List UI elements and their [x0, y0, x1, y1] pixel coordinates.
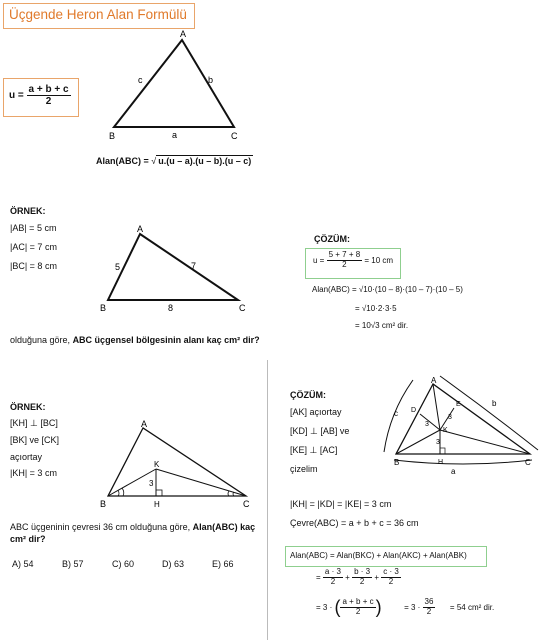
- solution1-line1: Alan(ABC) = √10·(10 – 8)·(10 – 7)·(10 – 5): [312, 285, 463, 294]
- brace-b: [440, 376, 538, 450]
- vertex-a-label: A: [180, 29, 187, 39]
- solution1-u: u = $\frac{5 + 7 + 8}{2}$ = 10 cm: [313, 250, 394, 269]
- solution2-line-4: çizelim: [290, 464, 318, 474]
- option-a[interactable]: A) 54: [12, 559, 34, 569]
- solution2-line-3: [KE] ⊥ [AC]: [290, 445, 338, 455]
- vertex-b-label: B: [100, 499, 107, 509]
- point-k-label: K: [154, 460, 160, 469]
- example1-given-ab: |AB| = 5 cm: [10, 223, 57, 233]
- solution2-eq1: |KH| = |KD| = |KE| = 3 cm: [290, 499, 392, 509]
- bisector-ak: [433, 384, 440, 430]
- example1-heading: ÖRNEK:: [10, 206, 46, 216]
- example2-question: ABC üçgeninin çevresi 36 cm olduğuna göre, Alan(ABC) kaç cm² dir?: [10, 522, 256, 544]
- solution2-final-line: = 3 · ( $\frac{a + b + c}{2}$ ) = 3 · $\frac{36}{2}$ = 54 cm² dir.: [316, 597, 495, 617]
- side-ac-label: 7: [191, 261, 197, 271]
- right-angle-mark: [156, 490, 162, 496]
- example2-given-4: |KH| = 3 cm: [10, 468, 57, 478]
- solution2-line-1: [AK] açıortay: [290, 407, 342, 417]
- column-divider: [267, 360, 268, 640]
- point-h-label: H: [154, 500, 160, 509]
- point-k-label: K: [443, 427, 448, 434]
- brace-c: [384, 380, 413, 452]
- vertex-c-label: C: [231, 131, 238, 141]
- vertex-b-label: B: [394, 458, 400, 467]
- solution1-line2: = √10·2·3·5: [355, 304, 397, 313]
- point-e-label: E: [456, 401, 461, 408]
- vertex-c-label: C: [239, 303, 246, 313]
- option-b[interactable]: B) 57: [62, 559, 84, 569]
- u-lhs: u =: [9, 90, 24, 101]
- solution2-area-eq: Alan(ABC) = Alan(BKC) + Alan(AKC) + Alan(ABK): [290, 551, 467, 560]
- kd-length-label: 3: [425, 421, 429, 428]
- vertex-c-label: C: [525, 458, 531, 467]
- side-b-label: b: [208, 75, 214, 85]
- solution2-line-2: [KD] ⊥ [AB] ve: [290, 426, 350, 436]
- example2-given-2: [BK] ve [CK]: [10, 435, 60, 445]
- option-d[interactable]: D) 63: [162, 559, 185, 569]
- example1-given-bc: |BC| = 8 cm: [10, 261, 57, 271]
- vertex-a-label: A: [141, 419, 148, 429]
- example1-question: olduğuna göre, ABC üçgensel bölgesinin alanı kaç cm² dir?: [10, 335, 260, 345]
- solution1-line3: = 10√3 cm² dir.: [355, 321, 409, 330]
- heron-triangle-figure: [100, 28, 260, 148]
- side-a-label: a: [451, 467, 456, 476]
- u-formula: [9, 84, 71, 107]
- ke-length-label: 3: [448, 414, 452, 421]
- example2-given-3: açıortay: [10, 452, 43, 462]
- example1-triangle-figure: [95, 222, 255, 317]
- solution2-eq2: Çevre(ABC) = a + b + c = 36 cm: [290, 518, 419, 528]
- kh-length-label: 3: [149, 479, 154, 488]
- side-bc-label: 8: [168, 303, 174, 313]
- bisector-ck: [156, 469, 246, 496]
- vertex-a-label: A: [431, 376, 437, 385]
- point-h-label: H: [438, 459, 444, 466]
- example2-given-1: [KH] ⊥ [BC]: [10, 418, 58, 428]
- example2-heading: ÖRNEK:: [10, 402, 46, 412]
- side-b-label: b: [492, 399, 497, 408]
- heron-triangle: [114, 40, 234, 127]
- vertex-b-label: B: [109, 131, 116, 141]
- brace-a: [394, 460, 532, 464]
- solution2-triangle-figure: [380, 372, 540, 484]
- kh-length-label: 3: [436, 439, 440, 446]
- vertex-c-label: C: [243, 499, 250, 509]
- u-num: a + b + c: [28, 84, 69, 95]
- solution1-heading: ÇÖZÜM:: [314, 234, 350, 244]
- heron-radicand: u.(u – a).(u – b).(u – c): [158, 156, 252, 166]
- vertex-b-label: B: [100, 303, 107, 313]
- example1-given-ac: |AC| = 7 cm: [10, 242, 57, 252]
- solution2-heading: ÇÖZÜM:: [290, 390, 326, 400]
- heron-formula: Alan(ABC) = √ u.(u – a).(u – b).(u – c): [96, 156, 252, 166]
- side-c-label: c: [394, 409, 398, 418]
- example2-triangle: [108, 428, 246, 496]
- side-c-label: c: [138, 75, 143, 85]
- u-den: 2: [45, 96, 52, 107]
- example1-triangle: [108, 234, 238, 300]
- point-d-label: D: [411, 407, 417, 414]
- side-a-label: a: [172, 130, 178, 140]
- option-c[interactable]: C) 60: [112, 559, 135, 569]
- vertex-a-label: A: [137, 224, 144, 234]
- side-ab-label: 5: [115, 262, 121, 272]
- option-e[interactable]: E) 66: [212, 559, 234, 569]
- page-title: Üçgende Heron Alan Formülü: [9, 7, 187, 22]
- segment-kd: [420, 414, 440, 430]
- example2-triangle-figure: [98, 418, 258, 510]
- solution2-sum-line: = $\frac{a \cdot 3}{2}$ + $\frac{b \cdot 3}{2}$ + $\frac{c \cdot 3}{2}$: [316, 567, 399, 586]
